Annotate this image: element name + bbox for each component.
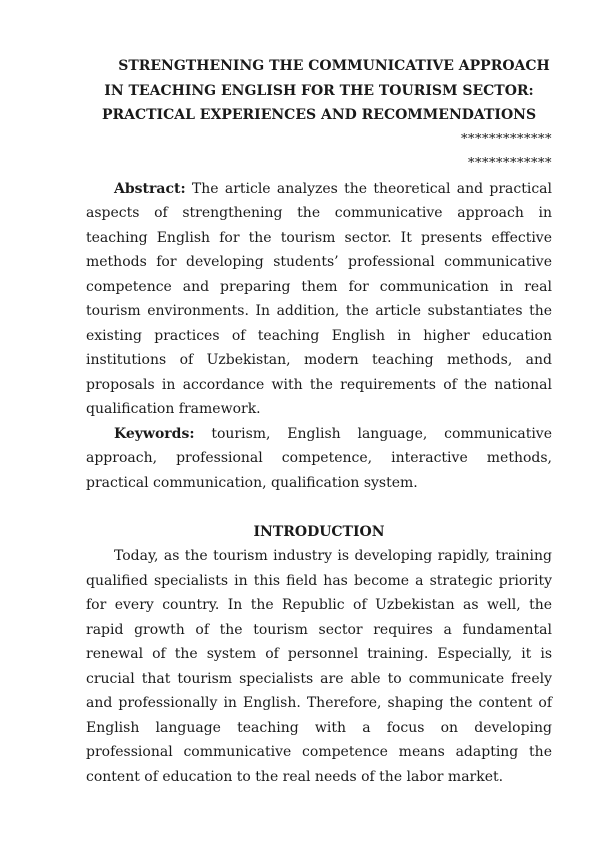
- spacer: [86, 495, 552, 520]
- introduction-heading: INTRODUCTION: [253, 523, 385, 540]
- title-line-3: PRACTICAL EXPERIENCES AND RECOMMENDATIONS: [101, 107, 537, 123]
- author-line-1: *************: [461, 131, 552, 147]
- keywords-label: Keywords:: [114, 425, 195, 442]
- abstract-label: Abstract:: [114, 180, 186, 197]
- introduction-paragraph: Today, as the tourism industry is developing rapidly, training qualified specialists in this field has become a strategic priority for every country. In the Republic of Uzbekistan as well, the rapid growth of the tourism sector requires a fundamental renewal of the system of personnel training. Especially, it is crucial that tourism specialists are able to communicate freely and professionally in English. Therefore, shaping the content of English language teaching with a focus on developing professional communicative competence means adapting the content of education to the real needs of the labor market.: [86, 548, 552, 785]
- abstract-paragraph: [86, 177, 552, 422]
- title-line-2: IN TEACHING ENGLISH FOR THE TOURISM SECTOR:: [104, 82, 534, 99]
- article-title: [86, 54, 552, 128]
- keywords-paragraph: [86, 422, 552, 496]
- title-line-1: STRENGTHENING THE COMMUNICATIVE APPROACH: [118, 58, 550, 74]
- author-line-2: ************: [468, 156, 552, 171]
- document-page: [86, 54, 552, 789]
- keywords-text: tourism, English language, communicative approach, professional competence, interactive methods, practical communication, qualification system.: [86, 425, 552, 491]
- abstract-text: The article analyzes the theoretical and practical aspects of strengthening the communicative approach in teaching English for the tourism sector. It presents effective methods for developing students’ professional communicative competence and preparing them for communication in real tourism environments. In addition, the article substantiates the existing practices of teaching English in higher education institutions of Uzbekistan, modern teaching methods, and proposals in accordance with the requirements of the national qualification framework.: [86, 180, 552, 417]
